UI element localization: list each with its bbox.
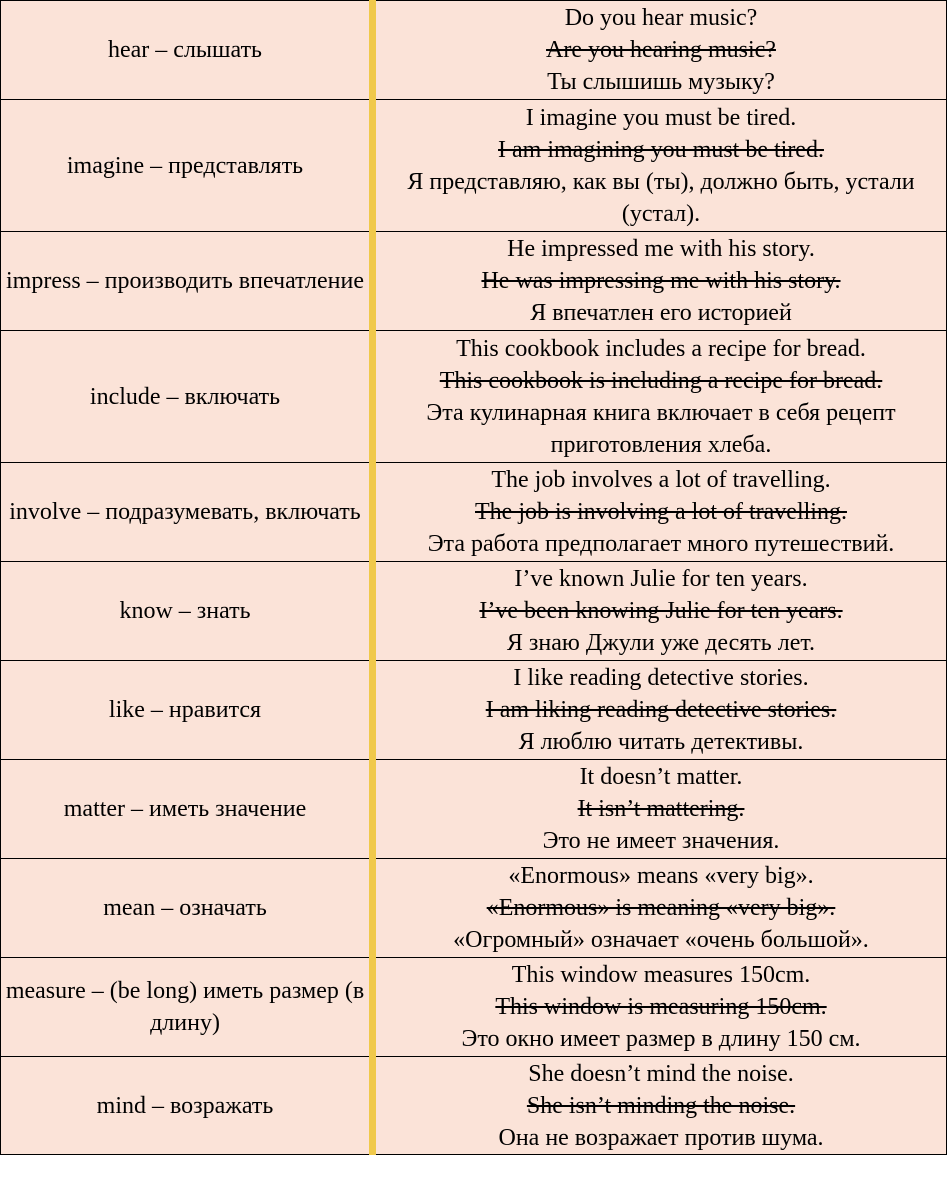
examples-cell <box>373 661 947 760</box>
verb-cell: involve – подразумевать, включать <box>1 463 373 562</box>
incorrect-example: He was impressing me with his story. <box>481 268 841 294</box>
examples-cell <box>373 1057 947 1155</box>
table-row <box>1 661 947 760</box>
correct-example: She doesn’t mind the noise. <box>528 1060 794 1087</box>
correct-example: I imagine you must be tired. <box>525 104 797 131</box>
incorrect-example: This cookbook is including a recipe for bread. <box>439 367 883 394</box>
examples-cell <box>373 463 947 562</box>
translation: Это окно имеет размер в длину 150 см. <box>461 1026 861 1052</box>
table-row <box>1 463 947 562</box>
translation: Ты слышишь музыку? <box>547 69 775 95</box>
translation: Она не возражает против шума. <box>498 1124 824 1151</box>
verb-cell: include – включать <box>1 331 373 463</box>
incorrect-example: I am liking reading detective stories. <box>485 697 837 723</box>
table-row <box>1 562 947 661</box>
examples-cell <box>373 958 947 1057</box>
translation: Я люблю читать детективы. <box>518 729 804 755</box>
verb-cell: know – знать <box>1 562 373 661</box>
translation: Это не имеет значения. <box>542 828 780 854</box>
verb-cell: like – нравится <box>1 661 373 760</box>
incorrect-example: This window is measuring 150cm. <box>495 994 827 1020</box>
translation: «Огромный» означает «очень большой». <box>453 927 869 953</box>
translation: Я знаю Джули уже десять лет. <box>506 630 816 656</box>
incorrect-example: The job is involving a lot of travelling. <box>475 499 847 525</box>
incorrect-example: «Enormous» is meaning «very big». <box>486 895 836 921</box>
incorrect-example: I am imagining you must be tired. <box>498 136 824 163</box>
correct-example: This cookbook includes a recipe for bread. <box>456 335 866 362</box>
verb-cell: hear – слышать <box>1 1 373 100</box>
translation: Эта работа предполагает много путешествий. <box>427 531 895 557</box>
examples-cell <box>373 100 947 232</box>
verb-cell: matter – иметь значение <box>1 760 373 859</box>
incorrect-example: Are you hearing music? <box>546 37 776 63</box>
correct-example: «Enormous» means «very big». <box>508 863 814 889</box>
incorrect-example: I’ve been knowing Julie for ten years. <box>479 598 843 624</box>
correct-example: I like reading detective stories. <box>513 665 809 691</box>
verb-cell: imagine – представлять <box>1 100 373 232</box>
correct-example: Do you hear music? <box>564 5 758 31</box>
verb-cell: measure – (be long) иметь размер (в длину) <box>1 958 373 1057</box>
verb-cell: impress – производить впечатление <box>1 232 373 331</box>
examples-cell <box>373 331 947 463</box>
examples-cell <box>373 859 947 958</box>
translation: Я впечатлен его историей <box>530 300 792 326</box>
translation: Я представляю, как вы (ты), должно быть, устали (устал). <box>407 168 915 227</box>
correct-example: The job involves a lot of travelling. <box>491 467 831 493</box>
table-row <box>1 1057 947 1155</box>
correct-example: It doesn’t matter. <box>579 764 743 790</box>
examples-cell <box>373 1 947 100</box>
table-row <box>1 100 947 232</box>
correct-example: He impressed me with his story. <box>507 236 815 262</box>
table-row <box>1 958 947 1057</box>
translation: Эта кулинарная книга включает в себя рецепт приготовления хлеба. <box>426 399 896 458</box>
examples-cell <box>373 232 947 331</box>
examples-cell <box>373 562 947 661</box>
table-row <box>1 232 947 331</box>
verb-cell: mind – возражать <box>1 1057 373 1155</box>
table-row <box>1 331 947 463</box>
incorrect-example: She isn’t minding the noise. <box>526 1092 796 1119</box>
correct-example: I’ve known Julie for ten years. <box>514 566 808 592</box>
examples-cell <box>373 760 947 859</box>
table-row <box>1 1 947 100</box>
table-row <box>1 760 947 859</box>
verb-cell: mean – означать <box>1 859 373 958</box>
correct-example: This window measures 150cm. <box>511 962 811 988</box>
incorrect-example: It isn’t mattering. <box>577 796 745 822</box>
table-row <box>1 859 947 958</box>
